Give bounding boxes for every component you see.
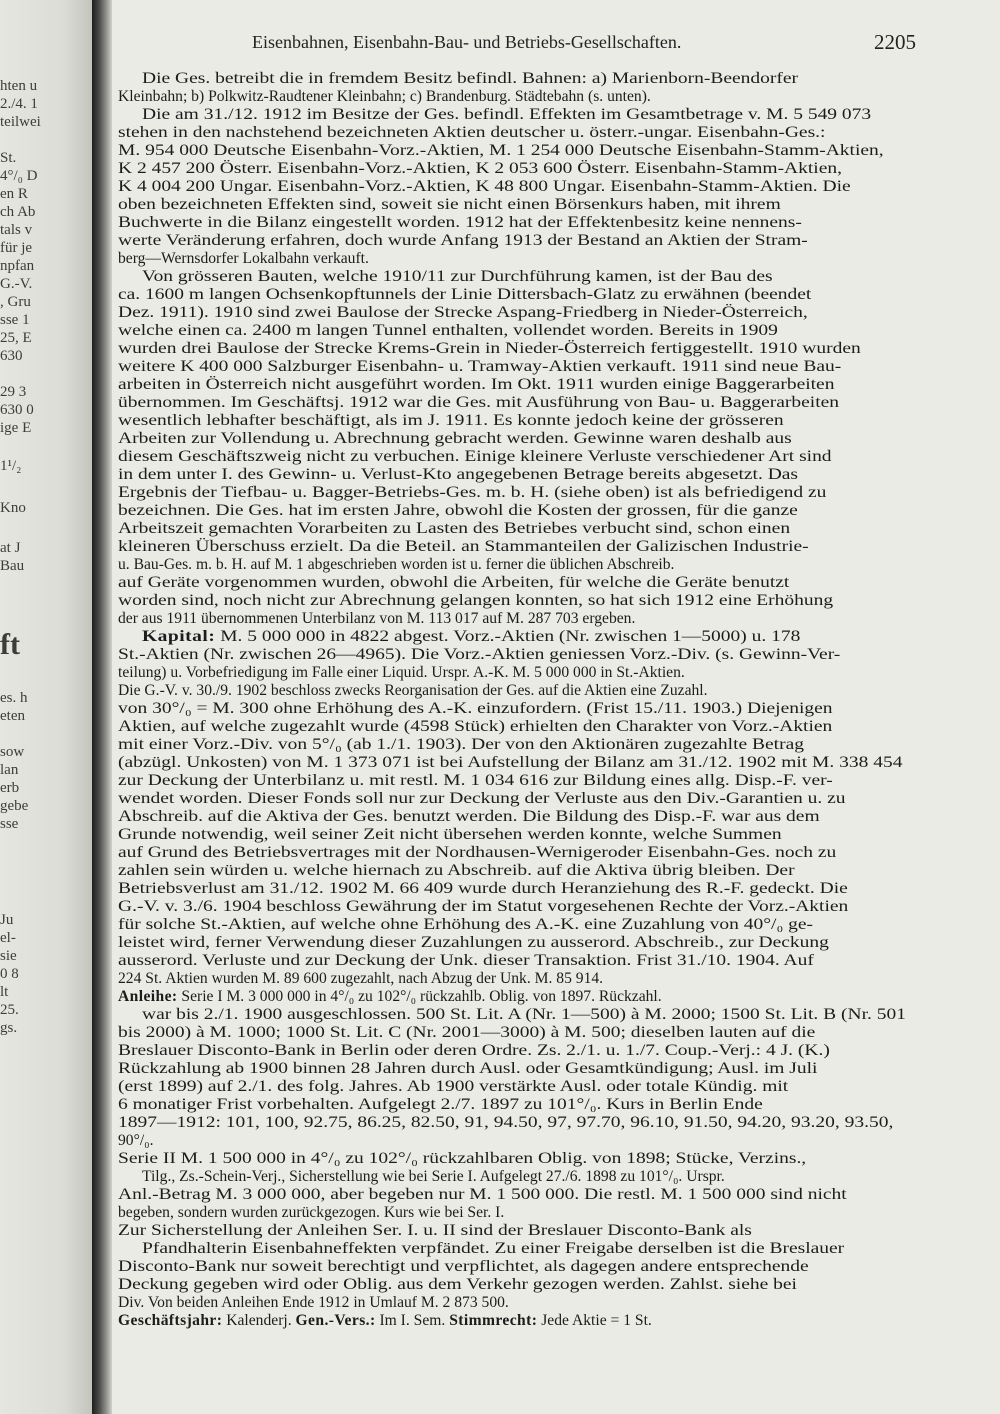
text-line: Arbeitszeit gemachten Vorarbeiten zu Lasten des Betriebes verbucht sind, schon einen xyxy=(118,520,791,537)
text-line: St.-Aktien (Nr. zwischen 26—4965). Die Vorz.-Aktien geniessen Vorz.-Div. (s. Gewinn-Ver- xyxy=(118,646,841,663)
text-line: Dez. 1911). 1910 sind zwei Baulose der Strecke Aspang-Friedberg in Nieder-Österreich, xyxy=(118,304,808,321)
text-line: Grunde notwendig, weil seiner Zeit nicht übersehen werden konnte, welche Summen xyxy=(118,826,782,843)
adjacent-page-fragment: lt xyxy=(0,984,9,1000)
text-line: berg—Wernsdorfer Lokalbahn verkauft. xyxy=(118,250,369,267)
adjacent-page-fragment: lan xyxy=(0,762,19,778)
text-line: K 4 004 200 Ungar. Eisenbahn-Vorz.-Aktien, K 48 800 Ungar. Eisenbahn-Stamm-Aktien. Die xyxy=(118,178,851,195)
adjacent-page-fragment: sse 1 xyxy=(0,312,30,328)
text-line: zahlen sein würden u. welche hiernach zu Abschreib. auf die Aktiva übrig bleiben. Der xyxy=(118,862,795,879)
text-line: M. 954 000 Deutsche Eisenbahn-Vorz.-Aktien, M. 1 254 000 Deutsche Eisenbahn-Stamm-Aktien, xyxy=(118,142,884,159)
page-header xyxy=(120,30,920,56)
text-line: auf Geräte vorgenommen wurden, obwohl die Arbeiten, für welche die Geräte benutzt xyxy=(118,574,790,591)
text-line: K 2 457 200 Österr. Eisenbahn-Vorz.-Aktien, K 2 053 600 Österr. Eisenbahn-Stamm-Aktien, xyxy=(118,160,842,177)
text-line: 90°/₀. xyxy=(118,1132,154,1149)
adjacent-page-fragment: el- xyxy=(0,930,16,946)
adjacent-page-fragment: für je xyxy=(0,240,33,256)
text-line: Buchwerte in die Bilanz eingestellt worden. 1912 hat der Effektenbesitz keine nennens- xyxy=(118,214,802,231)
text-line: Kapital: M. 5 000 000 in 4822 abgest. Vorz.-Aktien (Nr. zwischen 1—5000) u. 178 xyxy=(142,628,801,645)
adjacent-page-fragment: ige E xyxy=(0,420,32,436)
adjacent-page-fragment: St. xyxy=(0,150,17,166)
adjacent-page-fragment: en R xyxy=(0,186,28,202)
adjacent-page-fragment: sse xyxy=(0,816,19,832)
adjacent-page-fragment: G.-V. xyxy=(0,276,33,292)
text-line: Die am 31./12. 1912 im Besitze der Ges. befindl. Effekten im Gesamtbetrage v. M. 5 549 073 xyxy=(142,106,872,123)
adjacent-page-fragment: 29 3 xyxy=(0,384,27,400)
text-line: Deckung gegeben wird oder Oblig. aus dem Verkehr gezogen werden. Zahlst. siehe bei xyxy=(118,1276,797,1293)
text-line: oben bezeichneten Effekten sind, soweit sie nicht einen Börsenkurs haben, mit ihrem xyxy=(118,196,781,213)
text-line: welche einen ca. 2400 m langen Tunnel enthalten, vollendet worden. Bereits in 1909 xyxy=(118,322,778,339)
adjacent-page-fragment: 2./4. 1 xyxy=(0,96,38,112)
text-line: 224 St. Aktien wurden M. 89 600 zugezahlt, nach Abzug der Unk. M. 85 914. xyxy=(118,970,604,987)
section-label: Kapital: xyxy=(142,628,216,645)
text-line: begeben, sondern wurden zurückgezogen. Kurs wie bei Ser. I. xyxy=(118,1204,505,1221)
text-line: Von grösseren Bauten, welche 1910/11 zur Durchführung kamen, ist der Bau des xyxy=(142,268,773,285)
text-line: Div. Von beiden Anleihen Ende 1912 in Umlauf M. 2 873 500. xyxy=(118,1294,509,1311)
adjacent-page-fragment: Kno xyxy=(0,500,26,516)
text-line: weitere K 400 000 Salzburger Eisenbahn- u. Tramway-Aktien verkauft. 1911 sind neue Bau- xyxy=(118,358,842,375)
section-label: Geschäftsjahr: xyxy=(118,1312,223,1329)
adjacent-page-fragment: 4°/₀ D xyxy=(0,168,38,184)
text-line: Arbeiten zur Vollendung u. Abrechnung gebracht werden. Gewinne waren deshalb aus xyxy=(118,430,792,447)
text-line: Disconto-Bank nur soweit berechtigt und verpflichtet, als dagegen andere entsprechende xyxy=(118,1258,809,1275)
adjacent-page-fragment: eten xyxy=(0,708,25,724)
text-line: in dem unter I. des Gewinn- u. Verlust-Kto angegebenen Betrage bereits abgesetzt. Das xyxy=(118,466,799,483)
adjacent-page-fragment: at J xyxy=(0,540,21,556)
text-line: zur Deckung der Unterbilanz u. mit restl. M. 1 034 616 zur Bildung eines allg. Disp.-F. ver- xyxy=(118,772,833,789)
text-line: bis 2000) à M. 1000; 1000 St. Lit. C (Nr. 2001—3000) à M. 500; dieselben lauten auf die xyxy=(118,1024,816,1041)
section-label: Gen.-Vers.: xyxy=(295,1312,376,1329)
text-line: Breslauer Disconto-Bank in Berlin oder deren Ordre. Zs. 2./1. u. 1./7. Coup.-Verj.: 4 J. (K.) xyxy=(118,1042,830,1059)
text-line: Serie II M. 1 500 000 in 4°/₀ zu 102°/₀ rückzahlbaren Oblig. von 1898; Stücke, Verzins., xyxy=(118,1150,807,1167)
text-line: wurden drei Baulose der Strecke Krems-Grein in Nieder-Österreich fertiggestellt. 1910 wurden xyxy=(118,340,861,357)
adjacent-page-fragment: , Gru xyxy=(0,294,31,310)
text-line: diesem Geschäftszweig nicht zu verbuchen. Einige kleinere Verluste verschiedener Art sind xyxy=(118,448,832,465)
text-line: 1897—1912: 101, 100, 92.75, 86.25, 82.50, 91, 94.50, 97, 97.70, 96.10, 91.50, 94.20, 93.20, 93.50, xyxy=(118,1114,894,1131)
text-line: für solche St.-Aktien, auf welche ohne Erhöhung des A.-K. eine Zuzahlung von 40°/₀ ge- xyxy=(118,916,814,933)
text-line: (abzügl. Unkosten) von M. 1 373 071 ist bei Aufstellung der Bilanz am 31./12. 1902 mit M. 338 454 xyxy=(118,754,903,771)
text-line: Pfandhalterin Eisenbahneffekten verpfändet. Zu einer Freigabe derselben ist die Breslauer xyxy=(142,1240,845,1257)
text-line: Kleinbahn; b) Polkwitz-Raudtener Kleinbahn; c) Brandenburg. Städtebahn (s. unten). xyxy=(118,88,651,105)
text-line: bezeichnen. Die Ges. hat im ersten Jahre, obwohl die Kosten der grossen, für die ganze xyxy=(118,502,798,519)
text-line: Aktien, auf welche zugezahlt wurde (4598 Stück) erhielten den Charakter von Vorz.-Aktien xyxy=(118,718,833,735)
text-line: Die Ges. betreibt die in fremdem Besitz befindl. Bahnen: a) Marienborn-Beendorfer xyxy=(142,70,799,87)
text-line: kleineren Überschuss erzielt. Da die Beteil. an Stammanteilen der Galizischen Industrie- xyxy=(118,538,809,555)
adjacent-page-fragment: npfan xyxy=(0,258,35,274)
adjacent-page-fragment: 0 8 xyxy=(0,966,19,982)
text-line: der aus 1911 übernommenen Unterbilanz von M. 113 017 auf M. 287 703 ergeben. xyxy=(118,610,636,627)
adjacent-page-fragment: teilwei xyxy=(0,114,41,130)
text-line: wesentlich lebhafter beschäftigt, als im J. 1911. Es konnte jedoch keine der grösseren xyxy=(118,412,784,429)
page-number: 2205 xyxy=(874,30,916,54)
adjacent-page-fragment: 25, E xyxy=(0,330,32,346)
section-label: Stimmrecht: xyxy=(449,1312,538,1329)
adjacent-page-fragment: gs. xyxy=(0,1020,18,1036)
text-line: werte Veränderung erfahren, doch wurde Anfang 1913 der Bestand an Aktien der Stram- xyxy=(118,232,808,249)
text-line: u. Bau-Ges. m. b. H. auf M. 1 abgeschrieben worden ist u. ferner die üblichen Abschreib. xyxy=(118,556,675,573)
text-line: stehen in den nachstehend bezeichneten Aktien deutscher u. österr.-ungar. Eisenbahn-Ges.: xyxy=(118,124,826,141)
adjacent-page-fragment: 630 0 xyxy=(0,402,34,418)
text-line: wendet worden. Dieser Fonds soll nur zur Deckung der Verluste aus den Div.-Garantien u. zu xyxy=(118,790,846,807)
text-line: worden sind, noch nicht zur Abrechnung gelangen konnten, so hat sich 1912 eine Erhöhung xyxy=(118,592,834,609)
adjacent-page-fragment: 630 xyxy=(0,348,23,364)
text-line: Abschreib. auf die Aktiva der Ges. benutzt werden. Die Bildung des Disp.-F. war aus dem xyxy=(118,808,820,825)
text-line: leistet wird, ferner Verwendung dieser Zuzahlungen zu ausserord. Abschreib., zur Deckung xyxy=(118,934,829,951)
text-line: Die G.-V. v. 30./9. 1902 beschloss zwecks Reorganisation der Ges. auf die Aktien eine Zuzahl. xyxy=(118,682,708,699)
adjacent-page-fragment: tals v xyxy=(0,222,33,238)
adjacent-page-fragment: ch Ab xyxy=(0,204,36,220)
text-line: Geschäftsjahr: Kalenderj. Gen.-Vers.: Im I. Sem. Stimmrecht: Jede Aktie = 1 St. xyxy=(118,1312,652,1329)
adjacent-page-strip xyxy=(0,0,92,1414)
section-label: Anleihe: xyxy=(118,988,178,1005)
adjacent-page-fragment: Ju xyxy=(0,912,14,928)
text-line: Anleihe: Serie I M. 3 000 000 in 4°/₀ zu 102°/₀ rückzahlb. Oblig. von 1897. Rückzahl. xyxy=(118,988,662,1005)
text-line: Betriebsverlust am 31./12. 1902 M. 66 409 wurde durch Heranziehung des R.-F. gedeckt. Die xyxy=(118,880,848,897)
adjacent-page-fragment: sie xyxy=(0,948,17,964)
text-line: arbeiten in Österreich nicht ausgeführt worden. Im Okt. 1911 wurden einige Baggerarbeiten xyxy=(118,376,835,393)
text-line: ca. 1600 m langen Ochsenkopftunnels der Linie Dittersbach-Glatz zu erwähnen (beendet xyxy=(118,286,812,303)
text-line: auf Grund des Betriebsvertrages mit der Nordhausen-Wernigeroder Eisenbahn-Ges. noch zu xyxy=(118,844,837,861)
text-line: Tilg., Zs.-Schein-Verj., Sicherstellung wie bei Serie I. Aufgelegt 27./6. 1898 zu 101°/₀. Urspr. xyxy=(142,1168,725,1185)
text-line: Rückzahlung ab 1900 binnen 28 Jahren durch Ausl. oder Gesamtkündigung; Ausl. im Juli xyxy=(118,1060,818,1077)
text-line: G.-V. v. 3./6. 1904 beschloss Gewährung der im Statut vorgesehenen Rechte der Vorz.-Aktien xyxy=(118,898,849,915)
text-line: Ergebnis der Tiefbau- u. Bagger-Betriebs-Ges. m. b. H. (siehe oben) ist als befriedigend zu xyxy=(118,484,827,501)
adjacent-page-heading-fragment: ft xyxy=(0,628,20,661)
adjacent-page-fragment: gebe xyxy=(0,798,29,814)
text-line: mit einer Vorz.-Div. von 5°/₀ (ab 1./1. 1903). Der von den Aktionären zugezahlte Betrag xyxy=(118,736,804,753)
adjacent-page-fragment: 25. xyxy=(0,1002,19,1018)
text-line: übernommen. Im Geschäftsj. 1912 war die Ges. mit Ausführung von Bau- u. Baggerarbeiten xyxy=(118,394,840,411)
adjacent-page-fragment: sow xyxy=(0,744,25,760)
text-line: 6 monatiger Frist vorbehalten. Aufgelegt 2./7. 1897 zu 101°/₀. Kurs in Berlin Ende xyxy=(118,1096,763,1113)
text-line: teilung) u. Vorbefriedigung im Falle einer Liquid. Urspr. A.-K. M. 5 000 000 in St.-Aktien. xyxy=(118,664,685,681)
adjacent-page-fragment: es. h xyxy=(0,690,28,706)
adjacent-page-fragment: hten u xyxy=(0,78,38,94)
text-line: Anl.-Betrag M. 3 000 000, aber begeben nur M. 1 500 000. Die restl. M. 1 500 000 sind nicht xyxy=(118,1186,847,1203)
text-line: (erst 1899) auf 2./1. des folg. Jahres. Ab 1900 verstärkte Ausl. oder totale Kündig. mit xyxy=(118,1078,789,1095)
text-line: war bis 2./1. 1900 ausgeschlossen. 500 St. Lit. A (Nr. 1—500) à M. 2000; 1500 St. Lit. B (Nr. 501 xyxy=(142,1006,906,1023)
text-line: von 30°/₀ = M. 300 ohne Erhöhung des A.-K. einzufordern. (Frist 15./11. 1903.) Diejenigen xyxy=(118,700,833,717)
text-line: Zur Sicherstellung der Anleihen Ser. I. u. II sind der Breslauer Disconto-Bank als xyxy=(118,1222,752,1239)
text-line: ausserord. Verluste und zur Deckung der Unk. dieser Transaktion. Frist 31./10. 1904. Auf xyxy=(118,952,814,969)
adjacent-page-fragment: 1¹/₂ xyxy=(0,458,22,474)
running-head: Eisenbahnen, Eisenbahn-Bau- und Betriebs-Gesellschaften. xyxy=(252,32,682,52)
book-gutter-shadow xyxy=(92,0,112,1414)
adjacent-page-fragment: erb xyxy=(0,780,20,796)
adjacent-page-fragment: Bau xyxy=(0,558,25,574)
